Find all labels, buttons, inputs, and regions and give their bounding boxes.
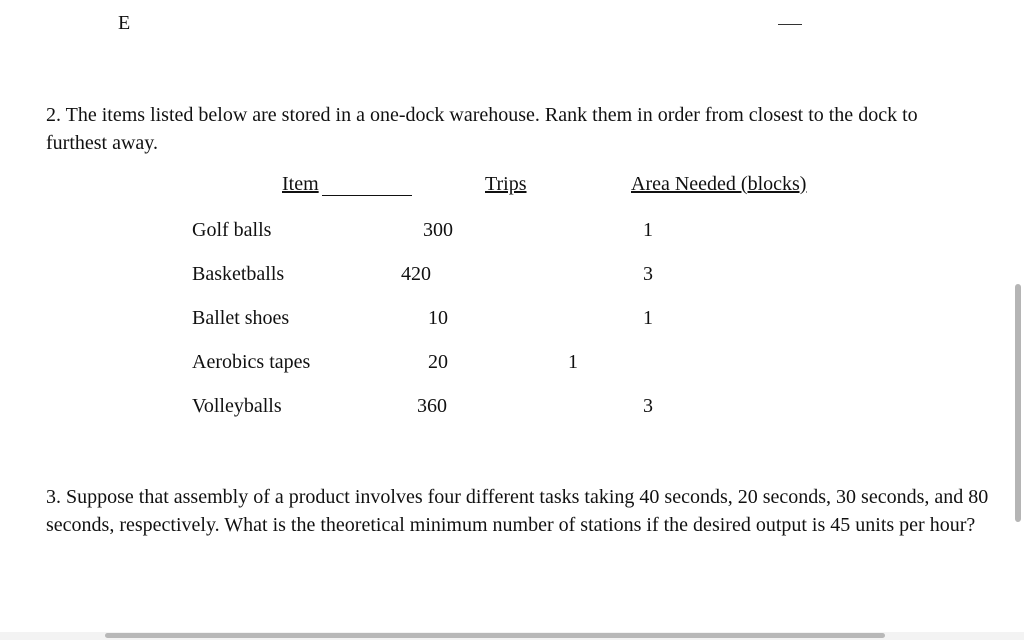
table-cell-trips: 300 — [423, 219, 453, 241]
header-letter: E — [118, 12, 131, 34]
table-cell-trips: 420 — [401, 263, 431, 285]
horizontal-scrollbar[interactable] — [105, 633, 885, 638]
question-3: 3. Suppose that assembly of a product involves four different tasks taking 40 seconds, 20 seconds, 30 seconds, and 80 seconds, respectively. What is the theoretical minimum number of stations if the desired output is 45 units per hour? — [46, 486, 989, 536]
table-cell-extra: 1 — [568, 351, 578, 373]
table-cell-area: 1 — [643, 219, 653, 241]
table-cell-trips: 360 — [417, 395, 447, 417]
header-dash — [778, 24, 802, 25]
table-cell-item: Volleyballs — [192, 395, 282, 417]
table-cell-area: 1 — [643, 307, 653, 329]
table-cell-item: Aerobics tapes — [192, 351, 311, 373]
vertical-scrollbar[interactable] — [1015, 284, 1021, 522]
table-cell-area: 3 — [643, 263, 653, 285]
column-header-trips: Trips — [485, 173, 527, 195]
table-cell-item: Golf balls — [192, 219, 272, 241]
table-cell-item: Ballet shoes — [192, 307, 290, 329]
table-cell-item: Basketballs — [192, 263, 285, 285]
table-cell-trips: 20 — [428, 351, 448, 373]
table-cell-area: 3 — [643, 395, 653, 417]
item-header-underline — [322, 195, 412, 196]
column-header-area: Area Needed (blocks) — [631, 173, 807, 195]
table-cell-trips: 10 — [428, 307, 448, 329]
question-2: 2. The items listed below are stored in a one-dock warehouse. Rank them in order from closest to the dock to furthest away. — [46, 104, 918, 154]
column-header-item: Item — [282, 173, 319, 195]
